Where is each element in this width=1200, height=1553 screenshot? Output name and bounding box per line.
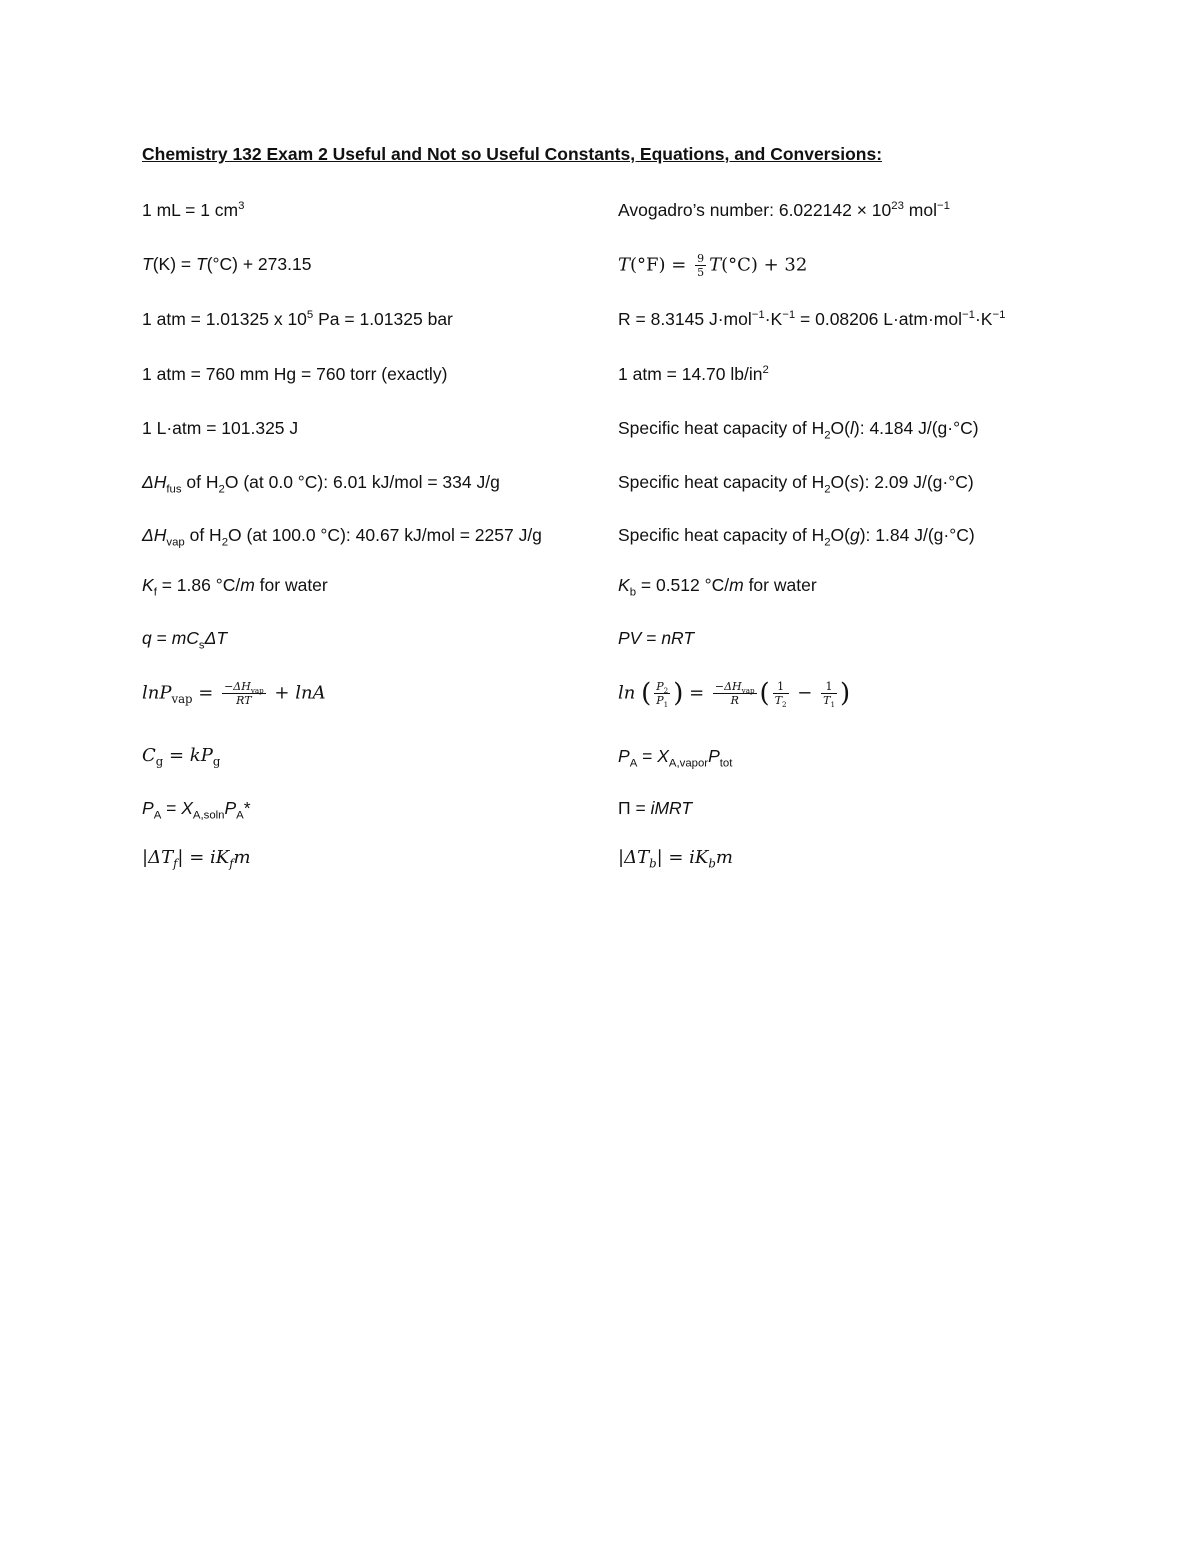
formula-row — [0, 796, 1200, 836]
henrys-law: $C_g = kP_g$ — [142, 745, 221, 769]
formula-row — [0, 470, 1200, 510]
heat-capacity-gas-water: Specific heat capacity of $H_2O(g)$: 1.84 J/(g·°C) — [618, 525, 975, 549]
formula-row — [0, 523, 1200, 563]
freezing-point-depression: $|\Delta T_f| = iK_fm$ — [142, 847, 251, 871]
formula-row — [0, 573, 1200, 613]
kelvin-conversion: T(K) = T(°C) + 273.15 — [142, 254, 312, 274]
formula-row — [0, 680, 1200, 720]
heat-capacity-solid-water: Specific heat capacity of $H_2O(s)$: 2.09 J/(g·°C) — [618, 472, 974, 496]
ideal-gas-law: PV = nRT — [618, 628, 695, 648]
boiling-point-elevation: $|\Delta T_b| = iK_bm$ — [618, 847, 733, 871]
atm-pa-conversion: 1 atm = 1.01325 x $10^5$ Pa = 1.01325 bar — [142, 309, 453, 329]
freezing-point-constant: $K_f = 1.86$ °C/m for water — [142, 575, 328, 599]
clausius-clapeyron-two-point: ln ( $\frac{P_2}{P_1}$ ) = $\frac{-\Delta H_{vap}}{R}$ ( $\frac{1}{T_2}$ − $\frac{1}{T_1}$ ) — [618, 678, 851, 710]
l-atm-joule-conversion: 1 L·atm = 101.325 J — [142, 418, 299, 438]
formula-row — [0, 362, 1200, 402]
atm-torr-conversion: 1 atm = 760 mm Hg = 760 torr (exactly) — [142, 364, 448, 384]
formula-row — [0, 198, 1200, 238]
osmotic-pressure: Π = iMRT — [618, 798, 693, 818]
ml-cm3-conversion: 1 mL = 1 $cm^3$ — [142, 200, 245, 220]
enthalpy-vaporization-water: $\Delta H_{vap}$ of $H_2O$ (at 100.0 °C): 40.67 kJ/mol = 2257 J/g — [142, 525, 542, 549]
formula-row — [0, 846, 1200, 886]
enthalpy-fusion-water: $\Delta H_{fus}$ of $H_2O$ (at 0.0 °C): 6.01 kJ/mol = 334 J/g — [142, 472, 500, 496]
formula-row — [0, 252, 1200, 292]
avogadro-number: Avogadro’s number: $6.022142 \times 10^{23}$ mol$^{-1}$ — [618, 200, 950, 220]
fahrenheit-conversion: T(°F) = $\frac{9}{5}$ T(°C) + 32 — [618, 252, 808, 279]
raoults-law: $P_A = X_{A,soln}P_A*$ — [142, 798, 251, 822]
clausius-clapeyron-linear: lnP$_{vap}$ = $\frac{-\Delta H_{vap}}{RT}$ + lnA — [142, 680, 326, 707]
boiling-point-constant: $K_b = 0.512$ °C/m for water — [618, 575, 817, 599]
page-title: Chemistry 132 Exam 2 Useful and Not so Useful Constants, Equations, and Conversions: — [142, 144, 883, 164]
atm-psi-conversion: 1 atm = 14.70 $lb/in^2$ — [618, 364, 769, 384]
formula-row — [0, 626, 1200, 666]
formula-row — [0, 416, 1200, 456]
daltons-vapor-fraction: $P_A = X_{A,vapor}P_{tot}$ — [618, 746, 733, 770]
formula-row — [0, 744, 1200, 784]
formula-row — [0, 307, 1200, 347]
heat-equation: $q = mC_s\Delta T$ — [142, 628, 228, 652]
heat-capacity-liquid-water: Specific heat capacity of $H_2O(l)$: 4.184 J/(g·°C) — [618, 418, 979, 442]
gas-constant: R = 8.3145 $J\cdot mol^{-1}\cdot K^{-1} = 0.08206$ $L\cdot atm\cdot mol^{-1}\cdot K^{-1}$ — [618, 309, 1006, 329]
